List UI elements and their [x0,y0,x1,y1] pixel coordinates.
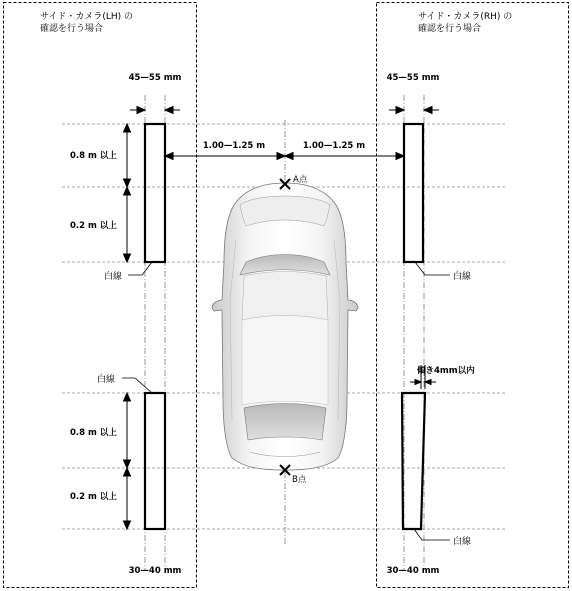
dim-top-width-right-arrows [389,107,439,114]
white-line-board-top-left [145,124,165,262]
dim-gap-right-arrow [285,153,404,160]
dim-bottom-width-right: 30—40 mm [386,566,440,576]
white-line-label-bottom-right: 白線 [453,537,472,547]
callout-leader-bottom-left [122,378,152,393]
dim-lower-length-arrows [124,393,131,529]
tilt-label: 傾き4mm以内 [417,366,475,376]
car-top-view [212,183,358,470]
white-line-board-top-right [404,124,423,262]
white-line-label-top-right: 白線 [453,272,472,282]
right-panel-title-line2: 確認を行う場合 [418,24,482,34]
white-line-board-bottom-left [145,393,165,529]
right-panel-title-line1: サイド・カメラ(RH) の [418,12,513,22]
dim-upper-length-arrows [124,124,131,262]
callout-leader-top-right [415,262,450,275]
dim-upper-length-2: 0.2 m 以上 [70,221,117,231]
point-a-label: A点 [293,175,308,185]
dim-gap-left: 1.00—1.25 m [202,141,266,151]
right-panel-border [377,3,569,588]
left-panel-title-line1: サイド・カメラ(LH) の [40,12,134,22]
left-panel-title-line2: 確認を行う場合 [40,24,104,34]
point-b-label: B点 [292,475,307,485]
callout-leader-top-left [128,262,152,275]
dim-top-width-left: 45—55 mm [128,73,182,83]
white-line-label-bottom-left: 白線 [97,375,116,385]
dim-upper-length-1: 0.8 m 以上 [70,151,117,161]
dim-lower-length-1: 0.8 m 以上 [70,428,117,438]
dim-lower-length-2: 0.2 m 以上 [70,492,117,502]
dim-top-width-right: 45—55 mm [386,73,440,83]
callout-leader-bottom-right [414,529,450,540]
dim-top-width-left-arrows [130,107,180,114]
white-line-label-top-left: 白線 [104,272,123,282]
white-line-board-bottom-right-tilted [402,393,425,529]
dim-gap-left-arrow [165,153,285,160]
dim-gap-right: 1.00—1.25 m [302,141,366,151]
dim-bottom-width-left: 30—40 mm [128,566,182,576]
